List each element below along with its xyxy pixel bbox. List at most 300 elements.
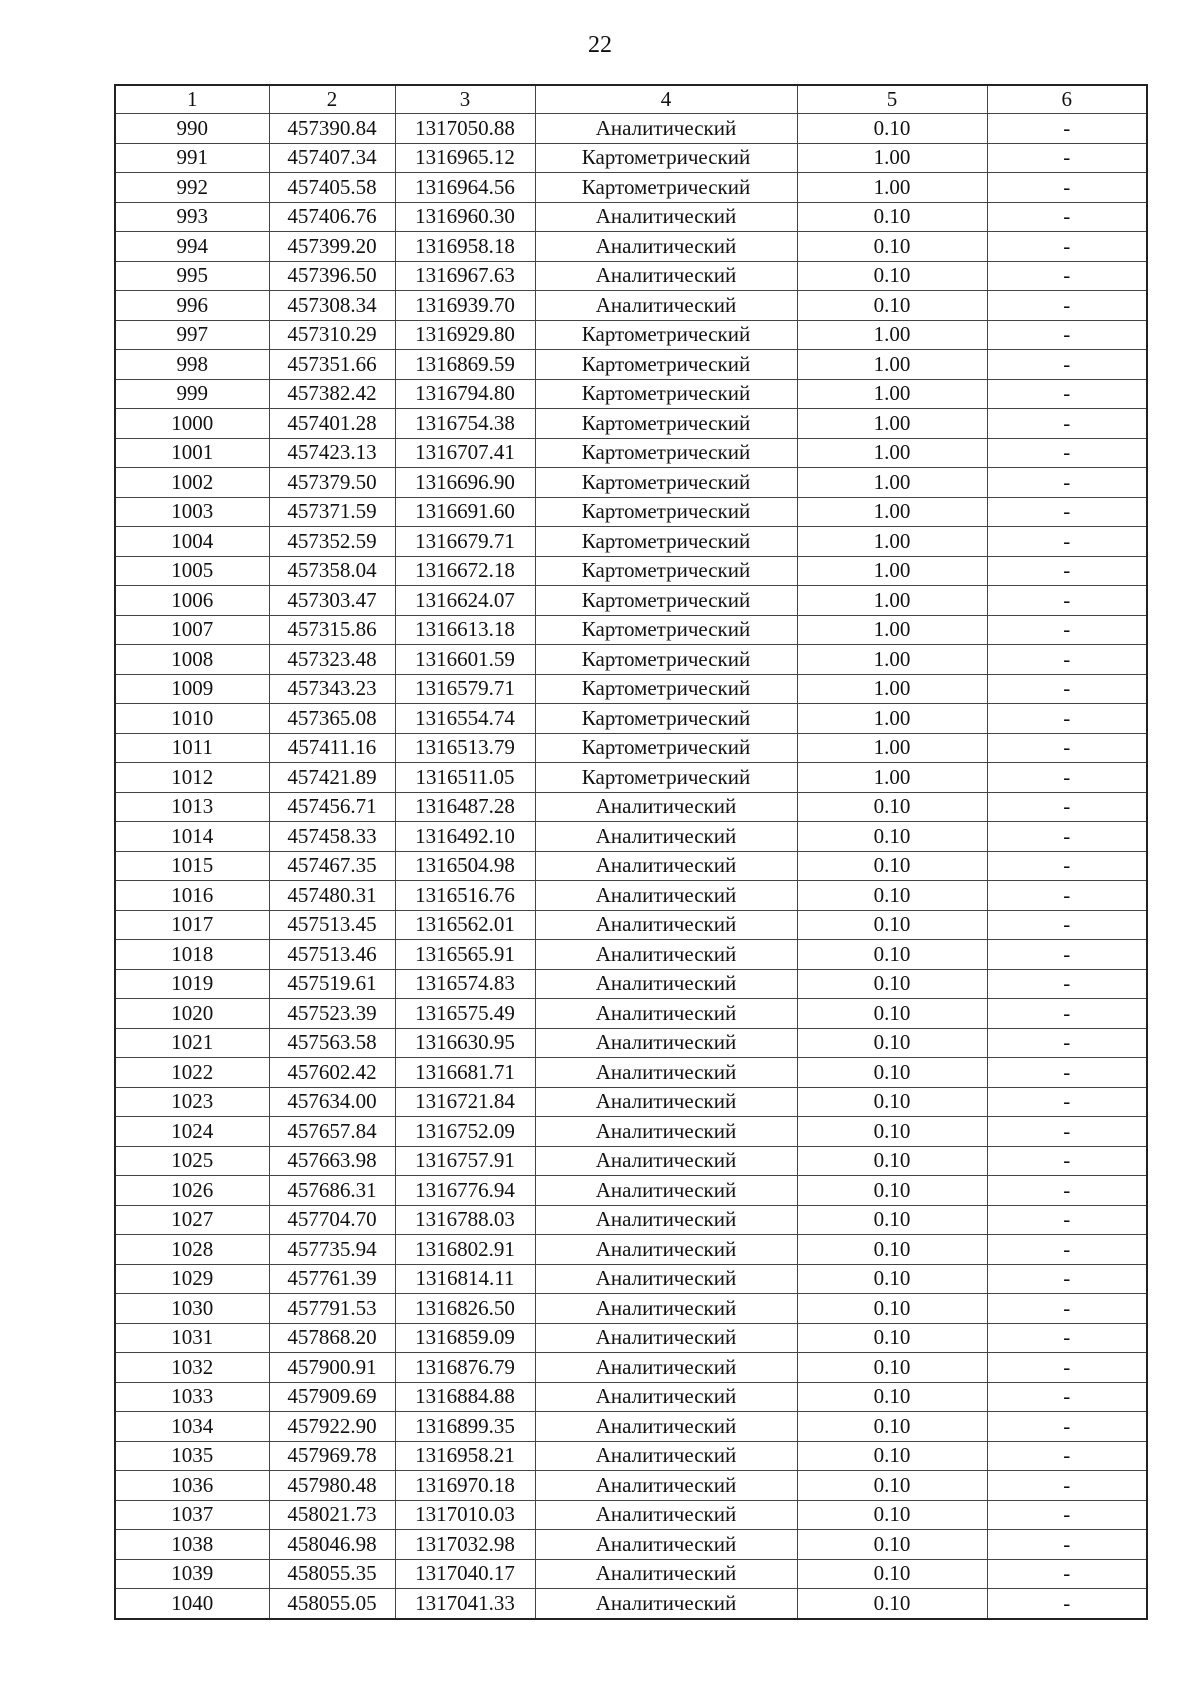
table-row <box>115 822 1147 852</box>
point-number-cell: 1010 <box>115 704 269 734</box>
note-cell: - <box>987 1559 1147 1589</box>
note-cell: - <box>987 1471 1147 1501</box>
method-cell: Аналитический <box>535 1441 797 1471</box>
method-cell: Картометрический <box>535 468 797 498</box>
note-cell: - <box>987 1146 1147 1176</box>
table-row <box>115 1264 1147 1294</box>
point-number-cell: 1013 <box>115 792 269 822</box>
point-number-cell: 1034 <box>115 1412 269 1442</box>
method-cell: Аналитический <box>535 1028 797 1058</box>
accuracy-cell: 1.00 <box>797 143 987 173</box>
accuracy-cell: 0.10 <box>797 1205 987 1235</box>
note-cell: - <box>987 261 1147 291</box>
point-number-cell: 1029 <box>115 1264 269 1294</box>
y-coordinate-cell: 1316679.71 <box>395 527 535 557</box>
table-row <box>115 320 1147 350</box>
x-coordinate-cell: 457480.31 <box>269 881 395 911</box>
table-row <box>115 1028 1147 1058</box>
note-cell: - <box>987 733 1147 763</box>
table-row <box>115 114 1147 144</box>
method-cell: Аналитический <box>535 1323 797 1353</box>
point-number-cell: 1028 <box>115 1235 269 1265</box>
note-cell: - <box>987 232 1147 262</box>
point-number-cell: 1025 <box>115 1146 269 1176</box>
accuracy-cell: 1.00 <box>797 704 987 734</box>
method-cell: Аналитический <box>535 1559 797 1589</box>
point-number-cell: 1022 <box>115 1058 269 1088</box>
table-row <box>115 1294 1147 1324</box>
note-cell: - <box>987 586 1147 616</box>
y-coordinate-cell: 1316958.21 <box>395 1441 535 1471</box>
point-number-cell: 1026 <box>115 1176 269 1206</box>
y-coordinate-cell: 1316939.70 <box>395 291 535 321</box>
x-coordinate-cell: 457352.59 <box>269 527 395 557</box>
y-coordinate-cell: 1316691.60 <box>395 497 535 527</box>
note-cell: - <box>987 320 1147 350</box>
table-row <box>115 291 1147 321</box>
page-number: 22 <box>588 32 612 58</box>
method-cell: Аналитический <box>535 999 797 1029</box>
method-cell: Аналитический <box>535 792 797 822</box>
x-coordinate-cell: 457310.29 <box>269 320 395 350</box>
accuracy-cell: 0.10 <box>797 999 987 1029</box>
accuracy-cell: 0.10 <box>797 1294 987 1324</box>
y-coordinate-cell: 1316960.30 <box>395 202 535 232</box>
y-coordinate-cell: 1316575.49 <box>395 999 535 1029</box>
x-coordinate-cell: 457634.00 <box>269 1087 395 1117</box>
note-cell: - <box>987 497 1147 527</box>
method-cell: Картометрический <box>535 527 797 557</box>
method-cell: Аналитический <box>535 1530 797 1560</box>
method-cell: Аналитический <box>535 261 797 291</box>
table-row <box>115 1500 1147 1530</box>
y-coordinate-cell: 1316565.91 <box>395 940 535 970</box>
accuracy-cell: 1.00 <box>797 586 987 616</box>
y-coordinate-cell: 1316899.35 <box>395 1412 535 1442</box>
point-number-cell: 1015 <box>115 851 269 881</box>
accuracy-cell: 0.10 <box>797 1471 987 1501</box>
table-row <box>115 1353 1147 1383</box>
method-cell: Аналитический <box>535 1205 797 1235</box>
accuracy-cell: 1.00 <box>797 379 987 409</box>
accuracy-cell: 0.10 <box>797 1559 987 1589</box>
note-cell: - <box>987 792 1147 822</box>
accuracy-cell: 0.10 <box>797 114 987 144</box>
y-coordinate-cell: 1317040.17 <box>395 1559 535 1589</box>
point-number-cell: 992 <box>115 173 269 203</box>
point-number-cell: 1032 <box>115 1353 269 1383</box>
point-number-cell: 1007 <box>115 615 269 645</box>
accuracy-cell: 0.10 <box>797 1530 987 1560</box>
table-row <box>115 1087 1147 1117</box>
x-coordinate-cell: 457657.84 <box>269 1117 395 1147</box>
method-cell: Аналитический <box>535 822 797 852</box>
point-number-cell: 1016 <box>115 881 269 911</box>
column-header: 1 <box>115 85 269 114</box>
accuracy-cell: 0.10 <box>797 881 987 911</box>
accuracy-cell: 0.10 <box>797 261 987 291</box>
note-cell: - <box>987 1176 1147 1206</box>
note-cell: - <box>987 1264 1147 1294</box>
note-cell: - <box>987 1117 1147 1147</box>
y-coordinate-cell: 1316752.09 <box>395 1117 535 1147</box>
point-number-cell: 1040 <box>115 1589 269 1619</box>
note-cell: - <box>987 291 1147 321</box>
y-coordinate-cell: 1316876.79 <box>395 1353 535 1383</box>
y-coordinate-cell: 1316884.88 <box>395 1382 535 1412</box>
x-coordinate-cell: 457900.91 <box>269 1353 395 1383</box>
y-coordinate-cell: 1317032.98 <box>395 1530 535 1560</box>
method-cell: Картометрический <box>535 674 797 704</box>
note-cell: - <box>987 999 1147 1029</box>
y-coordinate-cell: 1316859.09 <box>395 1323 535 1353</box>
method-cell: Картометрический <box>535 320 797 350</box>
column-header: 6 <box>987 85 1147 114</box>
accuracy-cell: 1.00 <box>797 763 987 793</box>
note-cell: - <box>987 969 1147 999</box>
method-cell: Картометрический <box>535 438 797 468</box>
method-cell: Картометрический <box>535 586 797 616</box>
table-row <box>115 1146 1147 1176</box>
point-number-cell: 1008 <box>115 645 269 675</box>
table-row <box>115 232 1147 262</box>
x-coordinate-cell: 457405.58 <box>269 173 395 203</box>
x-coordinate-cell: 457365.08 <box>269 704 395 734</box>
point-number-cell: 1037 <box>115 1500 269 1530</box>
accuracy-cell: 0.10 <box>797 1117 987 1147</box>
x-coordinate-cell: 457379.50 <box>269 468 395 498</box>
x-coordinate-cell: 457323.48 <box>269 645 395 675</box>
method-cell: Картометрический <box>535 173 797 203</box>
y-coordinate-cell: 1316579.71 <box>395 674 535 704</box>
table-row <box>115 792 1147 822</box>
accuracy-cell: 1.00 <box>797 527 987 557</box>
x-coordinate-cell: 457663.98 <box>269 1146 395 1176</box>
x-coordinate-cell: 457401.28 <box>269 409 395 439</box>
point-number-cell: 1002 <box>115 468 269 498</box>
x-coordinate-cell: 457351.66 <box>269 350 395 380</box>
x-coordinate-cell: 457407.34 <box>269 143 395 173</box>
x-coordinate-cell: 458021.73 <box>269 1500 395 1530</box>
point-number-cell: 1006 <box>115 586 269 616</box>
point-number-cell: 996 <box>115 291 269 321</box>
y-coordinate-cell: 1317050.88 <box>395 114 535 144</box>
method-cell: Аналитический <box>535 1471 797 1501</box>
note-cell: - <box>987 615 1147 645</box>
table-row <box>115 1530 1147 1560</box>
x-coordinate-cell: 458055.05 <box>269 1589 395 1619</box>
note-cell: - <box>987 143 1147 173</box>
point-number-cell: 1012 <box>115 763 269 793</box>
table-row <box>115 556 1147 586</box>
note-cell: - <box>987 822 1147 852</box>
table-header <box>115 85 1147 114</box>
table-row <box>115 173 1147 203</box>
method-cell: Аналитический <box>535 291 797 321</box>
note-cell: - <box>987 940 1147 970</box>
table-row <box>115 1235 1147 1265</box>
y-coordinate-cell: 1316967.63 <box>395 261 535 291</box>
point-number-cell: 1001 <box>115 438 269 468</box>
note-cell: - <box>987 1028 1147 1058</box>
x-coordinate-cell: 457303.47 <box>269 586 395 616</box>
note-cell: - <box>987 1087 1147 1117</box>
point-number-cell: 1027 <box>115 1205 269 1235</box>
note-cell: - <box>987 527 1147 557</box>
x-coordinate-cell: 457513.45 <box>269 910 395 940</box>
accuracy-cell: 0.10 <box>797 1382 987 1412</box>
accuracy-cell: 0.10 <box>797 1441 987 1471</box>
table-row <box>115 881 1147 911</box>
x-coordinate-cell: 457467.35 <box>269 851 395 881</box>
note-cell: - <box>987 1412 1147 1442</box>
accuracy-cell: 0.10 <box>797 1264 987 1294</box>
note-cell: - <box>987 114 1147 144</box>
table-row <box>115 1323 1147 1353</box>
accuracy-cell: 0.10 <box>797 1412 987 1442</box>
table-row <box>115 763 1147 793</box>
table-row <box>115 704 1147 734</box>
x-coordinate-cell: 457343.23 <box>269 674 395 704</box>
point-number-cell: 994 <box>115 232 269 262</box>
accuracy-cell: 0.10 <box>797 969 987 999</box>
x-coordinate-cell: 457513.46 <box>269 940 395 970</box>
accuracy-cell: 0.10 <box>797 1058 987 1088</box>
accuracy-cell: 0.10 <box>797 1028 987 1058</box>
x-coordinate-cell: 458055.35 <box>269 1559 395 1589</box>
method-cell: Картометрический <box>535 733 797 763</box>
point-number-cell: 995 <box>115 261 269 291</box>
y-coordinate-cell: 1316776.94 <box>395 1176 535 1206</box>
accuracy-cell: 0.10 <box>797 851 987 881</box>
x-coordinate-cell: 457523.39 <box>269 999 395 1029</box>
method-cell: Аналитический <box>535 881 797 911</box>
accuracy-cell: 0.10 <box>797 1323 987 1353</box>
note-cell: - <box>987 409 1147 439</box>
y-coordinate-cell: 1316958.18 <box>395 232 535 262</box>
y-coordinate-cell: 1316814.11 <box>395 1264 535 1294</box>
point-number-cell: 1017 <box>115 910 269 940</box>
y-coordinate-cell: 1316516.76 <box>395 881 535 911</box>
method-cell: Аналитический <box>535 910 797 940</box>
note-cell: - <box>987 1058 1147 1088</box>
note-cell: - <box>987 1235 1147 1265</box>
accuracy-cell: 1.00 <box>797 497 987 527</box>
note-cell: - <box>987 438 1147 468</box>
note-cell: - <box>987 379 1147 409</box>
method-cell: Аналитический <box>535 1412 797 1442</box>
point-number-cell: 998 <box>115 350 269 380</box>
accuracy-cell: 0.10 <box>797 1235 987 1265</box>
x-coordinate-cell: 457735.94 <box>269 1235 395 1265</box>
method-cell: Аналитический <box>535 1382 797 1412</box>
y-coordinate-cell: 1316757.91 <box>395 1146 535 1176</box>
table-row <box>115 438 1147 468</box>
x-coordinate-cell: 457371.59 <box>269 497 395 527</box>
table-row <box>115 409 1147 439</box>
y-coordinate-cell: 1316624.07 <box>395 586 535 616</box>
accuracy-cell: 0.10 <box>797 940 987 970</box>
note-cell: - <box>987 1205 1147 1235</box>
x-coordinate-cell: 457308.34 <box>269 291 395 321</box>
method-cell: Аналитический <box>535 1500 797 1530</box>
x-coordinate-cell: 457519.61 <box>269 969 395 999</box>
table-row <box>115 910 1147 940</box>
column-header: 4 <box>535 85 797 114</box>
note-cell: - <box>987 910 1147 940</box>
column-header: 2 <box>269 85 395 114</box>
note-cell: - <box>987 851 1147 881</box>
accuracy-cell: 1.00 <box>797 438 987 468</box>
note-cell: - <box>987 1441 1147 1471</box>
x-coordinate-cell: 457458.33 <box>269 822 395 852</box>
x-coordinate-cell: 457411.16 <box>269 733 395 763</box>
note-cell: - <box>987 468 1147 498</box>
point-number-cell: 1014 <box>115 822 269 852</box>
point-number-cell: 1018 <box>115 940 269 970</box>
y-coordinate-cell: 1316696.90 <box>395 468 535 498</box>
y-coordinate-cell: 1316630.95 <box>395 1028 535 1058</box>
method-cell: Аналитический <box>535 1117 797 1147</box>
x-coordinate-cell: 457969.78 <box>269 1441 395 1471</box>
method-cell: Аналитический <box>535 940 797 970</box>
x-coordinate-cell: 457390.84 <box>269 114 395 144</box>
y-coordinate-cell: 1317010.03 <box>395 1500 535 1530</box>
column-header: 3 <box>395 85 535 114</box>
x-coordinate-cell: 457396.50 <box>269 261 395 291</box>
method-cell: Картометрический <box>535 379 797 409</box>
x-coordinate-cell: 457421.89 <box>269 763 395 793</box>
y-coordinate-cell: 1316869.59 <box>395 350 535 380</box>
x-coordinate-cell: 457909.69 <box>269 1382 395 1412</box>
accuracy-cell: 0.10 <box>797 1146 987 1176</box>
table-row <box>115 1058 1147 1088</box>
y-coordinate-cell: 1317041.33 <box>395 1589 535 1619</box>
point-number-cell: 1031 <box>115 1323 269 1353</box>
accuracy-cell: 0.10 <box>797 1087 987 1117</box>
x-coordinate-cell: 457602.42 <box>269 1058 395 1088</box>
accuracy-cell: 1.00 <box>797 409 987 439</box>
header-row <box>115 85 1147 114</box>
note-cell: - <box>987 202 1147 232</box>
accuracy-cell: 0.10 <box>797 910 987 940</box>
table-body <box>115 114 1147 1619</box>
table-row <box>115 645 1147 675</box>
method-cell: Аналитический <box>535 1589 797 1619</box>
x-coordinate-cell: 457791.53 <box>269 1294 395 1324</box>
table-row <box>115 1412 1147 1442</box>
x-coordinate-cell: 458046.98 <box>269 1530 395 1560</box>
method-cell: Картометрический <box>535 763 797 793</box>
y-coordinate-cell: 1316601.59 <box>395 645 535 675</box>
y-coordinate-cell: 1316511.05 <box>395 763 535 793</box>
table-row <box>115 586 1147 616</box>
accuracy-cell: 1.00 <box>797 556 987 586</box>
table-row <box>115 1589 1147 1619</box>
accuracy-cell: 0.10 <box>797 1589 987 1619</box>
method-cell: Аналитический <box>535 1235 797 1265</box>
point-number-cell: 993 <box>115 202 269 232</box>
note-cell: - <box>987 350 1147 380</box>
accuracy-cell: 1.00 <box>797 173 987 203</box>
method-cell: Аналитический <box>535 851 797 881</box>
note-cell: - <box>987 1589 1147 1619</box>
point-number-cell: 1023 <box>115 1087 269 1117</box>
point-number-cell: 1038 <box>115 1530 269 1560</box>
accuracy-cell: 1.00 <box>797 645 987 675</box>
y-coordinate-cell: 1316681.71 <box>395 1058 535 1088</box>
method-cell: Аналитический <box>535 232 797 262</box>
table-row <box>115 1441 1147 1471</box>
accuracy-cell: 0.10 <box>797 1353 987 1383</box>
y-coordinate-cell: 1316970.18 <box>395 1471 535 1501</box>
y-coordinate-cell: 1316504.98 <box>395 851 535 881</box>
point-number-cell: 1005 <box>115 556 269 586</box>
point-number-cell: 1030 <box>115 1294 269 1324</box>
point-number-cell: 1020 <box>115 999 269 1029</box>
table-row <box>115 1382 1147 1412</box>
point-number-cell: 990 <box>115 114 269 144</box>
table-row <box>115 350 1147 380</box>
method-cell: Аналитический <box>535 202 797 232</box>
y-coordinate-cell: 1316487.28 <box>395 792 535 822</box>
table-row <box>115 940 1147 970</box>
method-cell: Аналитический <box>535 1264 797 1294</box>
accuracy-cell: 0.10 <box>797 291 987 321</box>
point-number-cell: 1021 <box>115 1028 269 1058</box>
x-coordinate-cell: 457382.42 <box>269 379 395 409</box>
point-number-cell: 997 <box>115 320 269 350</box>
table-row <box>115 497 1147 527</box>
x-coordinate-cell: 457704.70 <box>269 1205 395 1235</box>
y-coordinate-cell: 1316965.12 <box>395 143 535 173</box>
point-number-cell: 1036 <box>115 1471 269 1501</box>
y-coordinate-cell: 1316802.91 <box>395 1235 535 1265</box>
table-row <box>115 527 1147 557</box>
table-row <box>115 969 1147 999</box>
method-cell: Картометрический <box>535 497 797 527</box>
table-row <box>115 379 1147 409</box>
x-coordinate-cell: 457423.13 <box>269 438 395 468</box>
x-coordinate-cell: 457456.71 <box>269 792 395 822</box>
note-cell: - <box>987 1382 1147 1412</box>
note-cell: - <box>987 1353 1147 1383</box>
table-row <box>115 1205 1147 1235</box>
y-coordinate-cell: 1316513.79 <box>395 733 535 763</box>
note-cell: - <box>987 1294 1147 1324</box>
table-row <box>115 1176 1147 1206</box>
x-coordinate-cell: 457686.31 <box>269 1176 395 1206</box>
y-coordinate-cell: 1316574.83 <box>395 969 535 999</box>
method-cell: Картометрический <box>535 645 797 675</box>
point-number-cell: 1003 <box>115 497 269 527</box>
method-cell: Картометрический <box>535 350 797 380</box>
method-cell: Картометрический <box>535 615 797 645</box>
y-coordinate-cell: 1316794.80 <box>395 379 535 409</box>
table-row <box>115 261 1147 291</box>
y-coordinate-cell: 1316707.41 <box>395 438 535 468</box>
note-cell: - <box>987 1500 1147 1530</box>
point-number-cell: 1004 <box>115 527 269 557</box>
accuracy-cell: 1.00 <box>797 674 987 704</box>
note-cell: - <box>987 645 1147 675</box>
y-coordinate-cell: 1316929.80 <box>395 320 535 350</box>
point-number-cell: 1039 <box>115 1559 269 1589</box>
table-row <box>115 1559 1147 1589</box>
note-cell: - <box>987 1323 1147 1353</box>
y-coordinate-cell: 1316826.50 <box>395 1294 535 1324</box>
point-number-cell: 1024 <box>115 1117 269 1147</box>
